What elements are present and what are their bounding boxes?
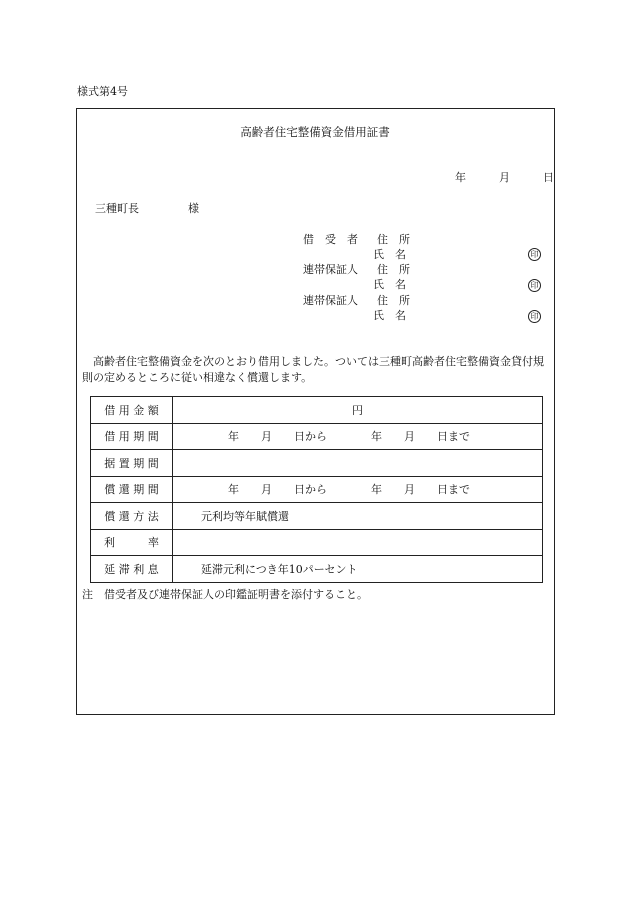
row-label: 延 滞 利 息 — [91, 556, 173, 583]
row-value: 年 月 日から 年 月 日まで — [173, 476, 543, 503]
party-role: 連帯保証人 — [303, 294, 358, 307]
row-label: 借 用 金 額 — [91, 397, 173, 424]
table-row — [91, 529, 543, 556]
row-label: 利 率 — [91, 529, 173, 556]
party-borrower — [303, 234, 410, 245]
row-value: 延滞元利につき年10パーセント — [173, 556, 543, 583]
seal-icon: 印 — [528, 248, 541, 261]
seal-icon: 印 — [528, 279, 541, 292]
row-value: 年 月 日から 年 月 日まで — [173, 423, 543, 450]
party-guarantor-2 — [303, 295, 410, 306]
table-row — [91, 397, 543, 424]
date-month-label: 月 — [499, 171, 510, 184]
row-label: 据 置 期 間 — [91, 450, 173, 477]
party-guarantor-1-name-label: 氏 名 — [373, 278, 406, 291]
party-guarantor-2-name-label: 氏 名 — [373, 309, 406, 322]
party-address-label: 住 所 — [377, 233, 410, 246]
party-role: 借 受 者 — [303, 233, 358, 246]
row-label: 償 還 方 法 — [91, 503, 173, 530]
table-row — [91, 556, 543, 583]
row-value: 円 — [173, 397, 543, 424]
party-address-label: 住 所 — [377, 263, 410, 276]
table-row — [91, 476, 543, 503]
party-guarantor-1 — [303, 264, 410, 275]
date-line — [455, 172, 554, 183]
document-title: 高齢者住宅整備資金借用証書 — [240, 125, 390, 139]
row-value — [173, 529, 543, 556]
statement-paragraph: 高齢者住宅整備資金を次のとおり借用しました。ついては三種町高齢者住宅整備資金貸付規則の定めるところに従い相違なく償還します。 — [82, 355, 544, 384]
addressee-name: 三種町長 — [95, 202, 139, 215]
row-value — [173, 450, 543, 477]
addressee-honorific: 様 — [188, 202, 199, 215]
table-row — [91, 450, 543, 477]
row-value: 元利均等年賦償還 — [173, 503, 543, 530]
table-row — [91, 503, 543, 530]
note-text: 注 借受者及び連帯保証人の印鑑証明書を添付すること。 — [82, 588, 368, 601]
loan-terms-table — [90, 396, 543, 583]
addressee — [95, 203, 199, 214]
table-row — [91, 423, 543, 450]
party-borrower-name-label: 氏 名 — [373, 248, 406, 261]
row-label: 借 用 期 間 — [91, 423, 173, 450]
date-day-label: 日 — [543, 171, 554, 184]
row-label: 償 還 期 間 — [91, 476, 173, 503]
party-role: 連帯保証人 — [303, 263, 358, 276]
form-number: 様式第4号 — [77, 85, 128, 98]
party-address-label: 住 所 — [377, 294, 410, 307]
date-year-label: 年 — [455, 171, 466, 184]
seal-icon: 印 — [528, 310, 541, 323]
